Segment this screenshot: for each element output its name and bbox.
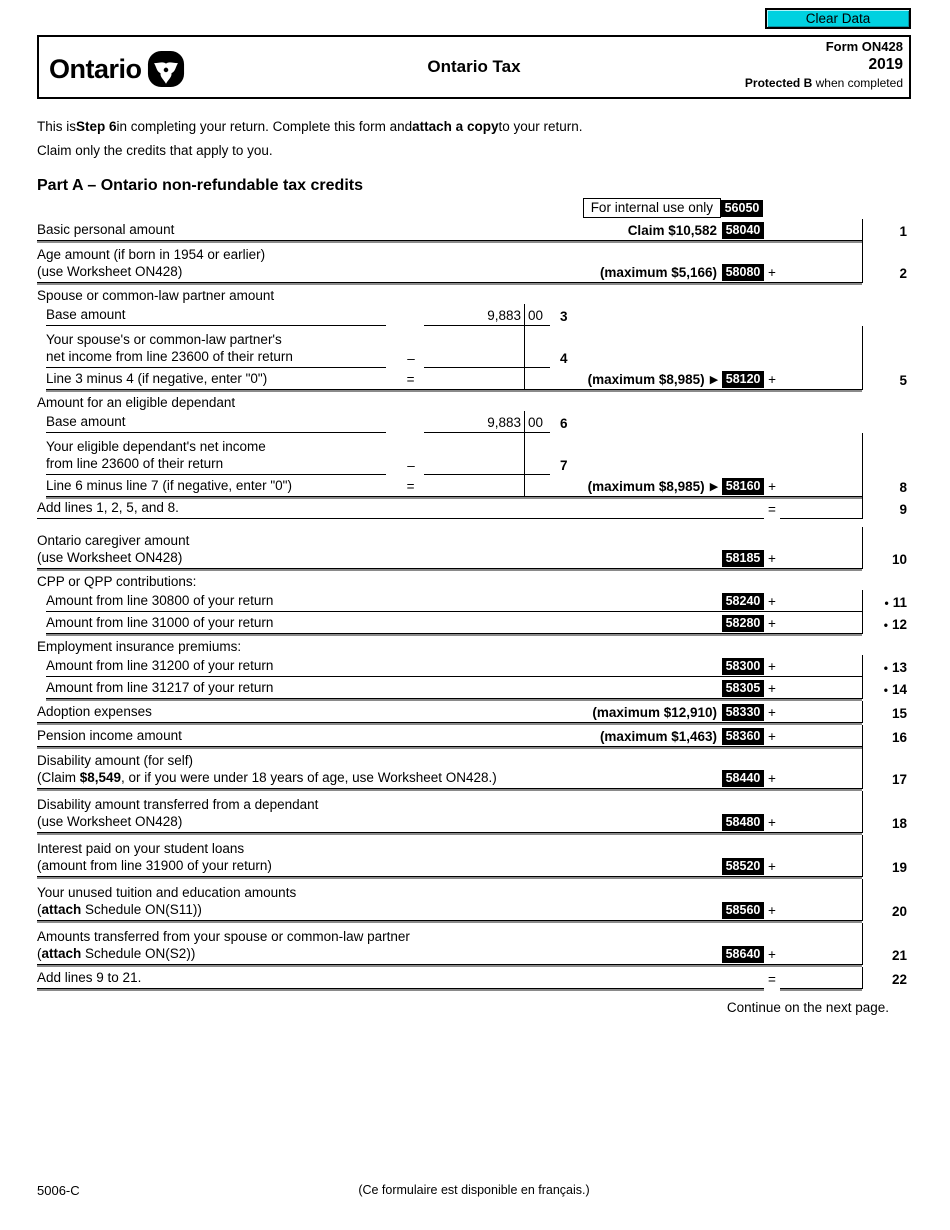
mid-amount-section bbox=[398, 326, 588, 368]
row-label-line: Amount from line 30800 of your return bbox=[46, 593, 274, 608]
field-code-badge: 58480 bbox=[722, 814, 764, 831]
form-row-line-15 bbox=[37, 701, 911, 723]
spacer bbox=[588, 433, 862, 475]
line-number-value: 5 bbox=[899, 373, 907, 388]
operator: = bbox=[768, 502, 776, 517]
row-main bbox=[46, 655, 862, 677]
line-number bbox=[862, 241, 911, 283]
form-header-box bbox=[37, 35, 911, 99]
mid-amount-section bbox=[398, 433, 588, 475]
mid-cents-value[interactable] bbox=[524, 433, 550, 474]
maximum-note: (maximum $5,166) bbox=[599, 265, 717, 280]
row-label-line: Line 3 minus 4 (if negative, enter "0") bbox=[46, 371, 268, 386]
form-row-line-17 bbox=[37, 747, 911, 789]
row-label-line: (attach Schedule ON(S2)) bbox=[37, 946, 196, 961]
mid-operator: = bbox=[406, 372, 415, 387]
form-title: Ontario Tax bbox=[427, 57, 521, 76]
mid-line-number: 6 bbox=[560, 416, 568, 431]
footer-french-note: (Ce formulaire est disponible en français.) bbox=[358, 1183, 590, 1197]
line-number-value: 15 bbox=[891, 706, 907, 721]
field-code-badge: 56050 bbox=[721, 200, 763, 217]
row-label bbox=[37, 835, 722, 876]
mid-amount-field[interactable] bbox=[424, 475, 550, 496]
row-label bbox=[37, 967, 764, 989]
mid-line-number bbox=[550, 475, 588, 496]
form-row-line-22 bbox=[37, 967, 911, 989]
line-number-value: 8 bbox=[899, 480, 907, 495]
row-label-line: Pension income amount bbox=[37, 728, 182, 743]
row-main bbox=[46, 304, 911, 326]
bullet-icon: • bbox=[883, 683, 888, 697]
mid-amount-field[interactable] bbox=[424, 304, 550, 326]
mid-cents-value[interactable]: 00 bbox=[524, 411, 550, 432]
line-number-value: 21 bbox=[891, 948, 907, 963]
row-main bbox=[46, 612, 862, 634]
row-label bbox=[46, 326, 386, 368]
row-main bbox=[37, 527, 862, 569]
row-label bbox=[37, 923, 722, 964]
amount-field[interactable] bbox=[780, 677, 862, 698]
arrow-right-icon: ▶ bbox=[709, 481, 719, 493]
operator: + bbox=[768, 479, 777, 494]
operator: + bbox=[768, 372, 777, 387]
spacer bbox=[588, 304, 911, 326]
row-label-line: Your spouse's or common-law partner's bbox=[46, 332, 282, 347]
row-label-line: net income from line 23600 of their return bbox=[46, 349, 293, 364]
maximum-note: (maximum $8,985) bbox=[587, 479, 705, 494]
field-code-badge: 58160 bbox=[722, 478, 764, 495]
mid-dollars-value[interactable] bbox=[424, 472, 524, 474]
maximum-note: Claim $10,582 bbox=[627, 223, 717, 238]
mid-amount-section bbox=[398, 368, 588, 389]
row-label-line: Base amount bbox=[46, 414, 126, 429]
line-number bbox=[862, 923, 911, 965]
field-code-badge: 58560 bbox=[722, 902, 764, 919]
line-number bbox=[862, 433, 911, 475]
mid-cents-value[interactable]: 00 bbox=[524, 304, 550, 325]
row-label bbox=[37, 241, 600, 282]
amount-field[interactable] bbox=[780, 701, 862, 722]
row-main bbox=[46, 590, 862, 612]
line-number bbox=[862, 590, 911, 612]
row-label-line: Your eligible dependant's net income bbox=[46, 439, 266, 454]
form-row-line-1 bbox=[37, 219, 911, 241]
line-number bbox=[862, 219, 911, 241]
mid-dollars-value[interactable] bbox=[424, 494, 524, 496]
line-number-value: 18 bbox=[891, 816, 907, 831]
mid-amount-section bbox=[398, 475, 588, 496]
row-label bbox=[46, 304, 386, 326]
bullet-icon: • bbox=[884, 596, 889, 610]
row-label-line: Adoption expenses bbox=[37, 704, 152, 719]
maximum-note: (maximum $12,910) bbox=[592, 705, 717, 720]
section-header-label: Spouse or common-law partner amount bbox=[37, 288, 275, 303]
line-number bbox=[862, 879, 911, 921]
row-main bbox=[37, 497, 862, 519]
form-row-line-10 bbox=[37, 527, 911, 569]
operator: + bbox=[768, 771, 776, 786]
section-header-label: CPP or QPP contributions: bbox=[37, 574, 197, 589]
line-number bbox=[862, 655, 911, 677]
mid-amount-field[interactable] bbox=[424, 411, 550, 433]
mid-cents-value[interactable] bbox=[524, 368, 550, 389]
arrow-right-icon: ▶ bbox=[709, 374, 719, 386]
amount-field[interactable] bbox=[780, 835, 862, 876]
form-row-line-20 bbox=[37, 879, 911, 921]
spacer bbox=[588, 411, 911, 433]
mid-line-number: 3 bbox=[560, 309, 568, 324]
row-label bbox=[46, 655, 722, 676]
field-code-badge: 58330 bbox=[722, 704, 764, 721]
page-footer bbox=[37, 1183, 911, 1201]
line-number-value: 9 bbox=[899, 502, 907, 517]
operator: + bbox=[768, 815, 776, 830]
row-main bbox=[37, 241, 862, 283]
line-number bbox=[862, 612, 911, 634]
form-row-line-9 bbox=[37, 497, 911, 519]
row-label-line: (use Worksheet ON428) bbox=[37, 550, 183, 565]
section-header-label: Employment insurance premiums: bbox=[37, 639, 242, 654]
intro-line-2: Claim only the credits that apply to you. bbox=[37, 142, 273, 158]
mid-operator: – bbox=[407, 351, 415, 366]
operator: + bbox=[768, 859, 776, 874]
line-number-value: 1 bbox=[899, 224, 907, 239]
form-row-line-2 bbox=[37, 241, 911, 283]
form-row-line-19 bbox=[37, 835, 911, 877]
form-row-line-13 bbox=[37, 655, 911, 677]
section-header-label: Amount for an eligible dependant bbox=[37, 395, 236, 410]
row-label-line: from line 23600 of their return bbox=[46, 456, 224, 471]
row-main bbox=[46, 368, 862, 390]
operator: + bbox=[768, 947, 776, 962]
form-row bbox=[37, 411, 911, 433]
row-label-line: (attach Schedule ON(S11)) bbox=[37, 902, 202, 917]
amount-field[interactable] bbox=[780, 879, 862, 920]
amount-field[interactable] bbox=[780, 241, 862, 282]
bullet-icon: • bbox=[883, 661, 888, 675]
amount-field[interactable] bbox=[780, 725, 862, 746]
mid-operator bbox=[398, 411, 424, 433]
field-code-badge: 58240 bbox=[722, 593, 764, 610]
field-code-badge: 58640 bbox=[722, 946, 764, 963]
row-main bbox=[37, 835, 862, 877]
form-row-line-5 bbox=[37, 368, 911, 390]
protected-b-label: Protected B when completed bbox=[744, 75, 903, 90]
form-row-line-8 bbox=[37, 475, 911, 497]
row-main bbox=[46, 475, 862, 497]
amount-field[interactable] bbox=[780, 967, 862, 989]
row-main bbox=[37, 923, 862, 965]
ontario-logo-text: Ontario bbox=[49, 53, 142, 84]
line-number bbox=[862, 326, 911, 368]
form-row-line-16 bbox=[37, 725, 911, 747]
form-row bbox=[37, 326, 911, 368]
mid-line-number: 4 bbox=[560, 351, 568, 366]
form-row-line-18 bbox=[37, 791, 911, 833]
field-code-badge: 58280 bbox=[722, 615, 764, 632]
mid-cents-value[interactable] bbox=[524, 475, 550, 496]
row-label-line: Amounts transferred from your spouse or common-law partner bbox=[37, 929, 410, 944]
row-main bbox=[46, 326, 862, 368]
continue-note: Continue on the next page. bbox=[726, 1000, 889, 1015]
row-label bbox=[46, 677, 722, 698]
amount-field[interactable] bbox=[780, 368, 862, 389]
form-meta bbox=[745, 39, 903, 91]
row-label bbox=[37, 527, 722, 568]
mid-operator: – bbox=[407, 458, 415, 473]
line-number-value: 12 bbox=[891, 617, 907, 632]
operator: + bbox=[768, 903, 776, 918]
line-number bbox=[862, 475, 911, 497]
line-number bbox=[862, 527, 911, 569]
section-header bbox=[37, 390, 911, 411]
row-main bbox=[37, 967, 862, 989]
row-label-line: (Claim $8,549, or if you were under 18 years of age, use Worksheet ON428.) bbox=[37, 770, 497, 785]
line-number bbox=[862, 497, 911, 519]
field-code-badge: 58520 bbox=[722, 858, 764, 875]
row-label-line: Line 6 minus line 7 (if negative, enter "0") bbox=[46, 478, 292, 493]
mid-dollars-value[interactable] bbox=[424, 387, 524, 389]
row-label-line: Amount from line 31200 of your return bbox=[46, 658, 274, 673]
amount-field[interactable] bbox=[780, 497, 862, 519]
maximum-note: (maximum $1,463) bbox=[599, 729, 717, 744]
row-label-line: (use Worksheet ON428) bbox=[37, 264, 183, 279]
row-label-line: (use Worksheet ON428) bbox=[37, 814, 183, 829]
amount-field[interactable] bbox=[780, 655, 862, 676]
operator: + bbox=[768, 594, 776, 609]
row-label-line: Base amount bbox=[46, 307, 126, 322]
field-code-badge: 58440 bbox=[722, 770, 764, 787]
mid-amount-section bbox=[398, 411, 588, 433]
row-main bbox=[37, 219, 862, 241]
line-number-value: 20 bbox=[891, 904, 907, 919]
field-code-badge: 58120 bbox=[722, 371, 764, 388]
mid-cents-value[interactable] bbox=[524, 326, 550, 367]
operator: + bbox=[768, 659, 776, 674]
field-code-badge: 58360 bbox=[722, 728, 764, 745]
operator: + bbox=[768, 681, 776, 696]
amount-field[interactable] bbox=[780, 923, 862, 964]
row-label-line: Amount from line 31000 of your return bbox=[46, 615, 274, 630]
row-main bbox=[37, 747, 862, 789]
row-label bbox=[46, 612, 722, 633]
row-label bbox=[46, 475, 386, 496]
row-label bbox=[37, 701, 592, 722]
line-number bbox=[862, 835, 911, 877]
internal-use-row bbox=[37, 197, 763, 218]
row-label bbox=[37, 791, 722, 832]
row-label bbox=[46, 368, 386, 389]
section-header bbox=[37, 569, 911, 590]
line-number-value: 11 bbox=[892, 595, 907, 610]
row-label bbox=[37, 497, 764, 519]
row-label-line: Amount from line 31217 of your return bbox=[46, 680, 274, 695]
credit-lines bbox=[37, 219, 911, 989]
operator: + bbox=[768, 705, 776, 720]
line-number-value: 10 bbox=[891, 552, 907, 567]
line-number bbox=[862, 725, 911, 747]
operator: + bbox=[768, 265, 776, 280]
row-main bbox=[37, 701, 862, 723]
spacer bbox=[588, 326, 862, 368]
row-label bbox=[46, 433, 386, 475]
amount-field[interactable] bbox=[780, 475, 862, 496]
mid-amount-field[interactable] bbox=[424, 368, 550, 389]
line-number bbox=[862, 791, 911, 833]
line-number-value: 2 bbox=[899, 266, 907, 281]
form-row-line-12 bbox=[37, 612, 911, 634]
amount-field[interactable] bbox=[780, 791, 862, 832]
maximum-note: (maximum $8,985) bbox=[587, 372, 705, 387]
row-label-line: Add lines 9 to 21. bbox=[37, 970, 142, 985]
row-label-line: Add lines 1, 2, 5, and 8. bbox=[37, 500, 179, 515]
toolbar bbox=[37, 8, 911, 31]
line-number-value: 22 bbox=[891, 972, 907, 987]
line-number-value: 19 bbox=[891, 860, 907, 875]
row-label-line: (amount from line 31900 of your return) bbox=[37, 858, 272, 873]
row-main bbox=[37, 725, 862, 747]
field-code-badge: 58300 bbox=[722, 658, 764, 675]
line-number bbox=[862, 967, 911, 989]
line-number-value: 13 bbox=[891, 660, 907, 675]
row-label-line: Your unused tuition and education amounts bbox=[37, 885, 297, 900]
form-row bbox=[37, 433, 911, 475]
form-number: Form ON428 bbox=[825, 39, 903, 54]
mid-operator: = bbox=[406, 479, 415, 494]
clear-data-button[interactable]: Clear Data bbox=[765, 8, 911, 29]
row-label bbox=[37, 725, 600, 746]
form-row-line-11 bbox=[37, 590, 911, 612]
mid-line-number: 7 bbox=[560, 458, 568, 473]
part-a-title: Part A – Ontario non-refundable tax credits bbox=[37, 177, 363, 194]
mid-amount-field[interactable] bbox=[424, 433, 550, 475]
mid-amount-section bbox=[398, 304, 588, 326]
form-row-line-21 bbox=[37, 923, 911, 965]
operator: + bbox=[768, 616, 776, 631]
row-main bbox=[46, 433, 862, 475]
amount-field[interactable] bbox=[780, 747, 862, 788]
mid-dollars-value[interactable] bbox=[424, 365, 524, 367]
row-label-line: Basic personal amount bbox=[37, 222, 175, 237]
form-row bbox=[37, 304, 911, 326]
form-row-line-14 bbox=[37, 677, 911, 699]
row-label-line: Disability amount transferred from a dependant bbox=[37, 797, 319, 812]
row-label-line: Age amount (if born in 1954 or earlier) bbox=[37, 247, 266, 262]
operator: + bbox=[768, 551, 776, 566]
operator bbox=[764, 219, 780, 240]
field-code-badge: 58040 bbox=[722, 222, 764, 239]
row-label bbox=[46, 411, 386, 433]
line-number bbox=[862, 368, 911, 390]
footer-form-code: 5006-C bbox=[37, 1183, 80, 1198]
row-main bbox=[37, 879, 862, 921]
line-number-value: 14 bbox=[891, 682, 907, 697]
row-label bbox=[46, 590, 722, 611]
mid-operator bbox=[398, 304, 424, 326]
amount-field[interactable] bbox=[780, 590, 862, 611]
field-code-badge: 58185 bbox=[722, 550, 764, 567]
row-label-line: Interest paid on your student loans bbox=[37, 841, 245, 856]
amount-field[interactable] bbox=[780, 527, 862, 568]
row-label bbox=[37, 219, 628, 240]
line-number-value: 17 bbox=[891, 772, 907, 787]
row-main bbox=[46, 411, 911, 433]
line-number-value: 16 bbox=[891, 730, 907, 745]
row-label-line: Ontario caregiver amount bbox=[37, 533, 190, 548]
mid-line-number bbox=[550, 368, 588, 389]
line-number bbox=[862, 701, 911, 723]
row-label bbox=[37, 879, 722, 920]
mid-dollars-value[interactable]: 9,883 bbox=[487, 308, 521, 323]
row-label bbox=[37, 747, 722, 788]
section-header bbox=[37, 634, 911, 655]
row-main bbox=[46, 677, 862, 699]
section-header bbox=[37, 283, 911, 304]
row-label-line: Disability amount (for self) bbox=[37, 753, 194, 768]
operator: = bbox=[768, 972, 776, 987]
intro-line-1: This is Step 6 in completing your return. Complete this form and attach a copy to your return. bbox=[37, 118, 583, 134]
line-number bbox=[862, 747, 911, 789]
line-number bbox=[862, 677, 911, 699]
row-main bbox=[37, 791, 862, 833]
mid-amount-field[interactable] bbox=[424, 326, 550, 368]
amount-field[interactable] bbox=[780, 612, 862, 633]
field-code-badge: 58080 bbox=[722, 264, 764, 281]
field-code-badge: 58305 bbox=[722, 680, 764, 697]
tax-year: 2019 bbox=[868, 56, 903, 74]
bullet-icon: • bbox=[883, 618, 888, 632]
operator: + bbox=[768, 729, 776, 744]
internal-use-label: For internal use only bbox=[583, 198, 721, 218]
mid-dollars-value[interactable]: 9,883 bbox=[487, 415, 521, 430]
amount-field[interactable] bbox=[780, 219, 862, 240]
